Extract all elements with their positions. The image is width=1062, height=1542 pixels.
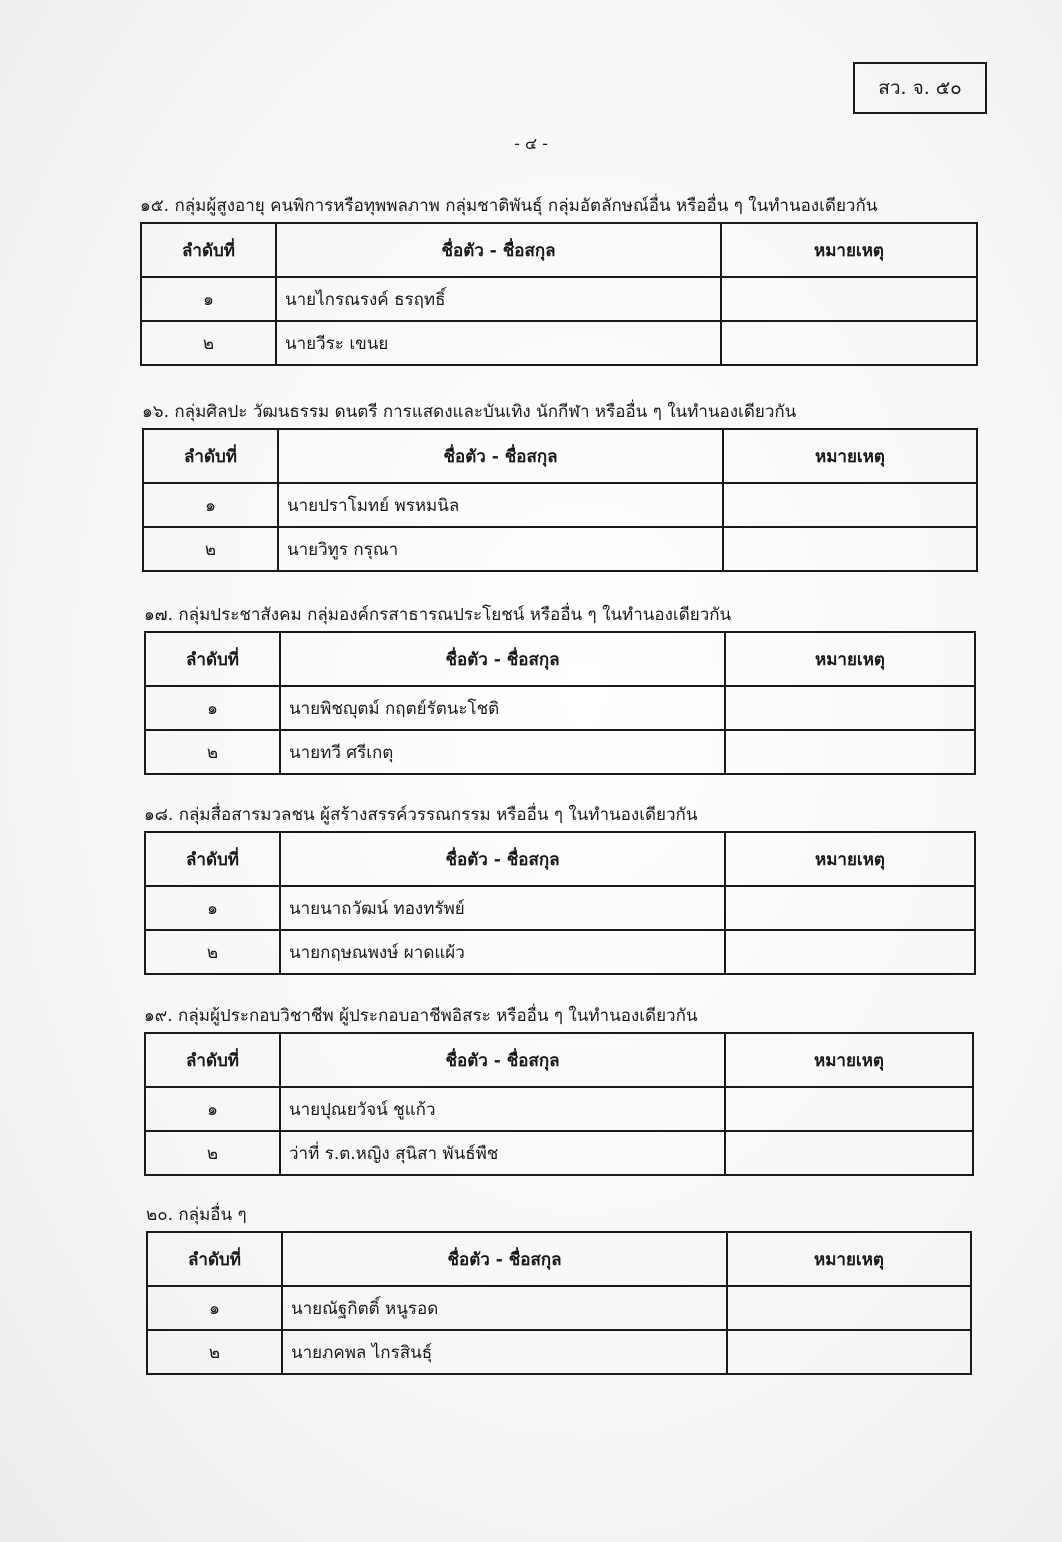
section-heading: ๒๐. กลุ่มอื่น ๆ [146,1205,247,1225]
row-number: ๑ [141,277,276,321]
section-17 [144,603,976,775]
member-name: นายกฤษณพงษ์ ผาดแผ้ว [280,930,725,974]
member-note [725,1087,973,1131]
column-header-note: หมายเหตุ [727,1232,971,1286]
column-header-no: ลำดับที่ [145,832,280,886]
section-19 [144,1004,974,1176]
table-row [141,321,977,365]
page-number: - ๔ - [514,134,548,153]
member-name: นายทวี ศรีเกตุ [280,730,725,774]
column-header-no: ลำดับที่ [143,429,278,483]
column-header-name: ชื่อตัว - ชื่อสกุล [280,832,725,886]
member-table [144,631,976,775]
row-number: ๒ [145,930,280,974]
row-number: ๑ [145,1087,280,1131]
member-note [725,1131,973,1175]
column-header-note: หมายเหตุ [725,832,975,886]
row-number: ๒ [145,1131,280,1175]
table-header-row [147,1232,971,1286]
column-header-note: หมายเหตุ [725,1033,973,1087]
row-number: ๒ [147,1330,282,1374]
member-note [725,730,975,774]
member-table [140,222,978,366]
member-name: นายวิทูร กรุณา [278,527,723,571]
table-row [145,686,975,730]
member-table [146,1231,972,1375]
member-note [725,686,975,730]
member-note [725,930,975,974]
section-16 [142,400,978,572]
table-header-row [145,632,975,686]
table-header-row [145,1033,973,1087]
row-number: ๒ [141,321,276,365]
row-number: ๒ [143,527,278,571]
table-row [147,1330,971,1374]
column-header-note: หมายเหตุ [721,223,977,277]
table-header-row [143,429,977,483]
section-heading: ๑๖. กลุ่มศิลปะ วัฒนธรรม ดนตรี การแสดงและบันเทิง นักกีฬา หรืออื่น ๆ ในทำนองเดียวกัน [142,402,797,422]
column-header-name: ชื่อตัว - ชื่อสกุล [280,632,725,686]
form-code-box [853,62,987,114]
section-18 [144,803,976,975]
table-row [141,277,977,321]
member-name: นายพิชญุตม์ กฤตย์รัตนะโชติ [280,686,725,730]
table-header-row [145,832,975,886]
column-header-no: ลำดับที่ [141,223,276,277]
column-header-note: หมายเหตุ [725,632,975,686]
column-header-name: ชื่อตัว - ชื่อสกุล [282,1232,727,1286]
table-row [143,483,977,527]
member-name: นายปุณยวัจน์ ชูแก้ว [280,1087,725,1131]
form-code: สว. จ. ๕๐ [878,77,962,99]
section-heading: ๑๙. กลุ่มผู้ประกอบวิชาชีพ ผู้ประกอบอาชีพอิสระ หรืออื่น ๆ ในทำนองเดียวกัน [144,1006,698,1026]
table-row [145,730,975,774]
section-15 [140,194,978,366]
member-name: นายนาถวัฒน์ ทองทรัพย์ [280,886,725,930]
member-table [142,428,978,572]
column-header-no: ลำดับที่ [145,632,280,686]
row-number: ๑ [145,886,280,930]
column-header-name: ชื่อตัว - ชื่อสกุล [276,223,721,277]
section-20 [146,1203,972,1375]
column-header-name: ชื่อตัว - ชื่อสกุล [280,1033,725,1087]
row-number: ๑ [143,483,278,527]
member-note [725,886,975,930]
column-header-note: หมายเหตุ [723,429,977,483]
table-row [145,930,975,974]
member-table [144,1032,974,1176]
member-note [723,527,977,571]
section-heading: ๑๕. กลุ่มผู้สูงอายุ คนพิการหรือทุพพลภาพ กลุ่มชาติพันธุ์ กลุ่มอัตลักษณ์อื่น หรืออื่น ๆ ในทำนองเดียวกัน [140,196,878,216]
member-note [723,483,977,527]
column-header-name: ชื่อตัว - ชื่อสกุล [278,429,723,483]
member-name: นายณัฐกิตติ์ หนูรอด [282,1286,727,1330]
table-row [147,1286,971,1330]
section-heading: ๑๘. กลุ่มสื่อสารมวลชน ผู้สร้างสรรค์วรรณกรรม หรืออื่น ๆ ในทำนองเดียวกัน [144,805,698,825]
member-note [721,321,977,365]
section-heading: ๑๗. กลุ่มประชาสังคม กลุ่มองค์กรสาธารณประโยชน์ หรืออื่น ๆ ในทำนองเดียวกัน [144,605,732,625]
row-number: ๑ [145,686,280,730]
member-name: นายภคพล ไกรสินธุ์ [282,1330,727,1374]
member-note [727,1330,971,1374]
member-name: นายปราโมทย์ พรหมนิล [278,483,723,527]
table-row [145,1087,973,1131]
member-note [727,1286,971,1330]
table-row [143,527,977,571]
member-name: ว่าที่ ร.ต.หญิง สุนิสา พันธ์พืช [280,1131,725,1175]
table-row [145,1131,973,1175]
table-header-row [141,223,977,277]
member-table [144,831,976,975]
column-header-no: ลำดับที่ [147,1232,282,1286]
member-note [721,277,977,321]
row-number: ๒ [145,730,280,774]
member-name: นายวีระ เขนย [276,321,721,365]
member-name: นายไกรณรงค์ ธรฤทธิ์ [276,277,721,321]
column-header-no: ลำดับที่ [145,1033,280,1087]
row-number: ๑ [147,1286,282,1330]
table-row [145,886,975,930]
